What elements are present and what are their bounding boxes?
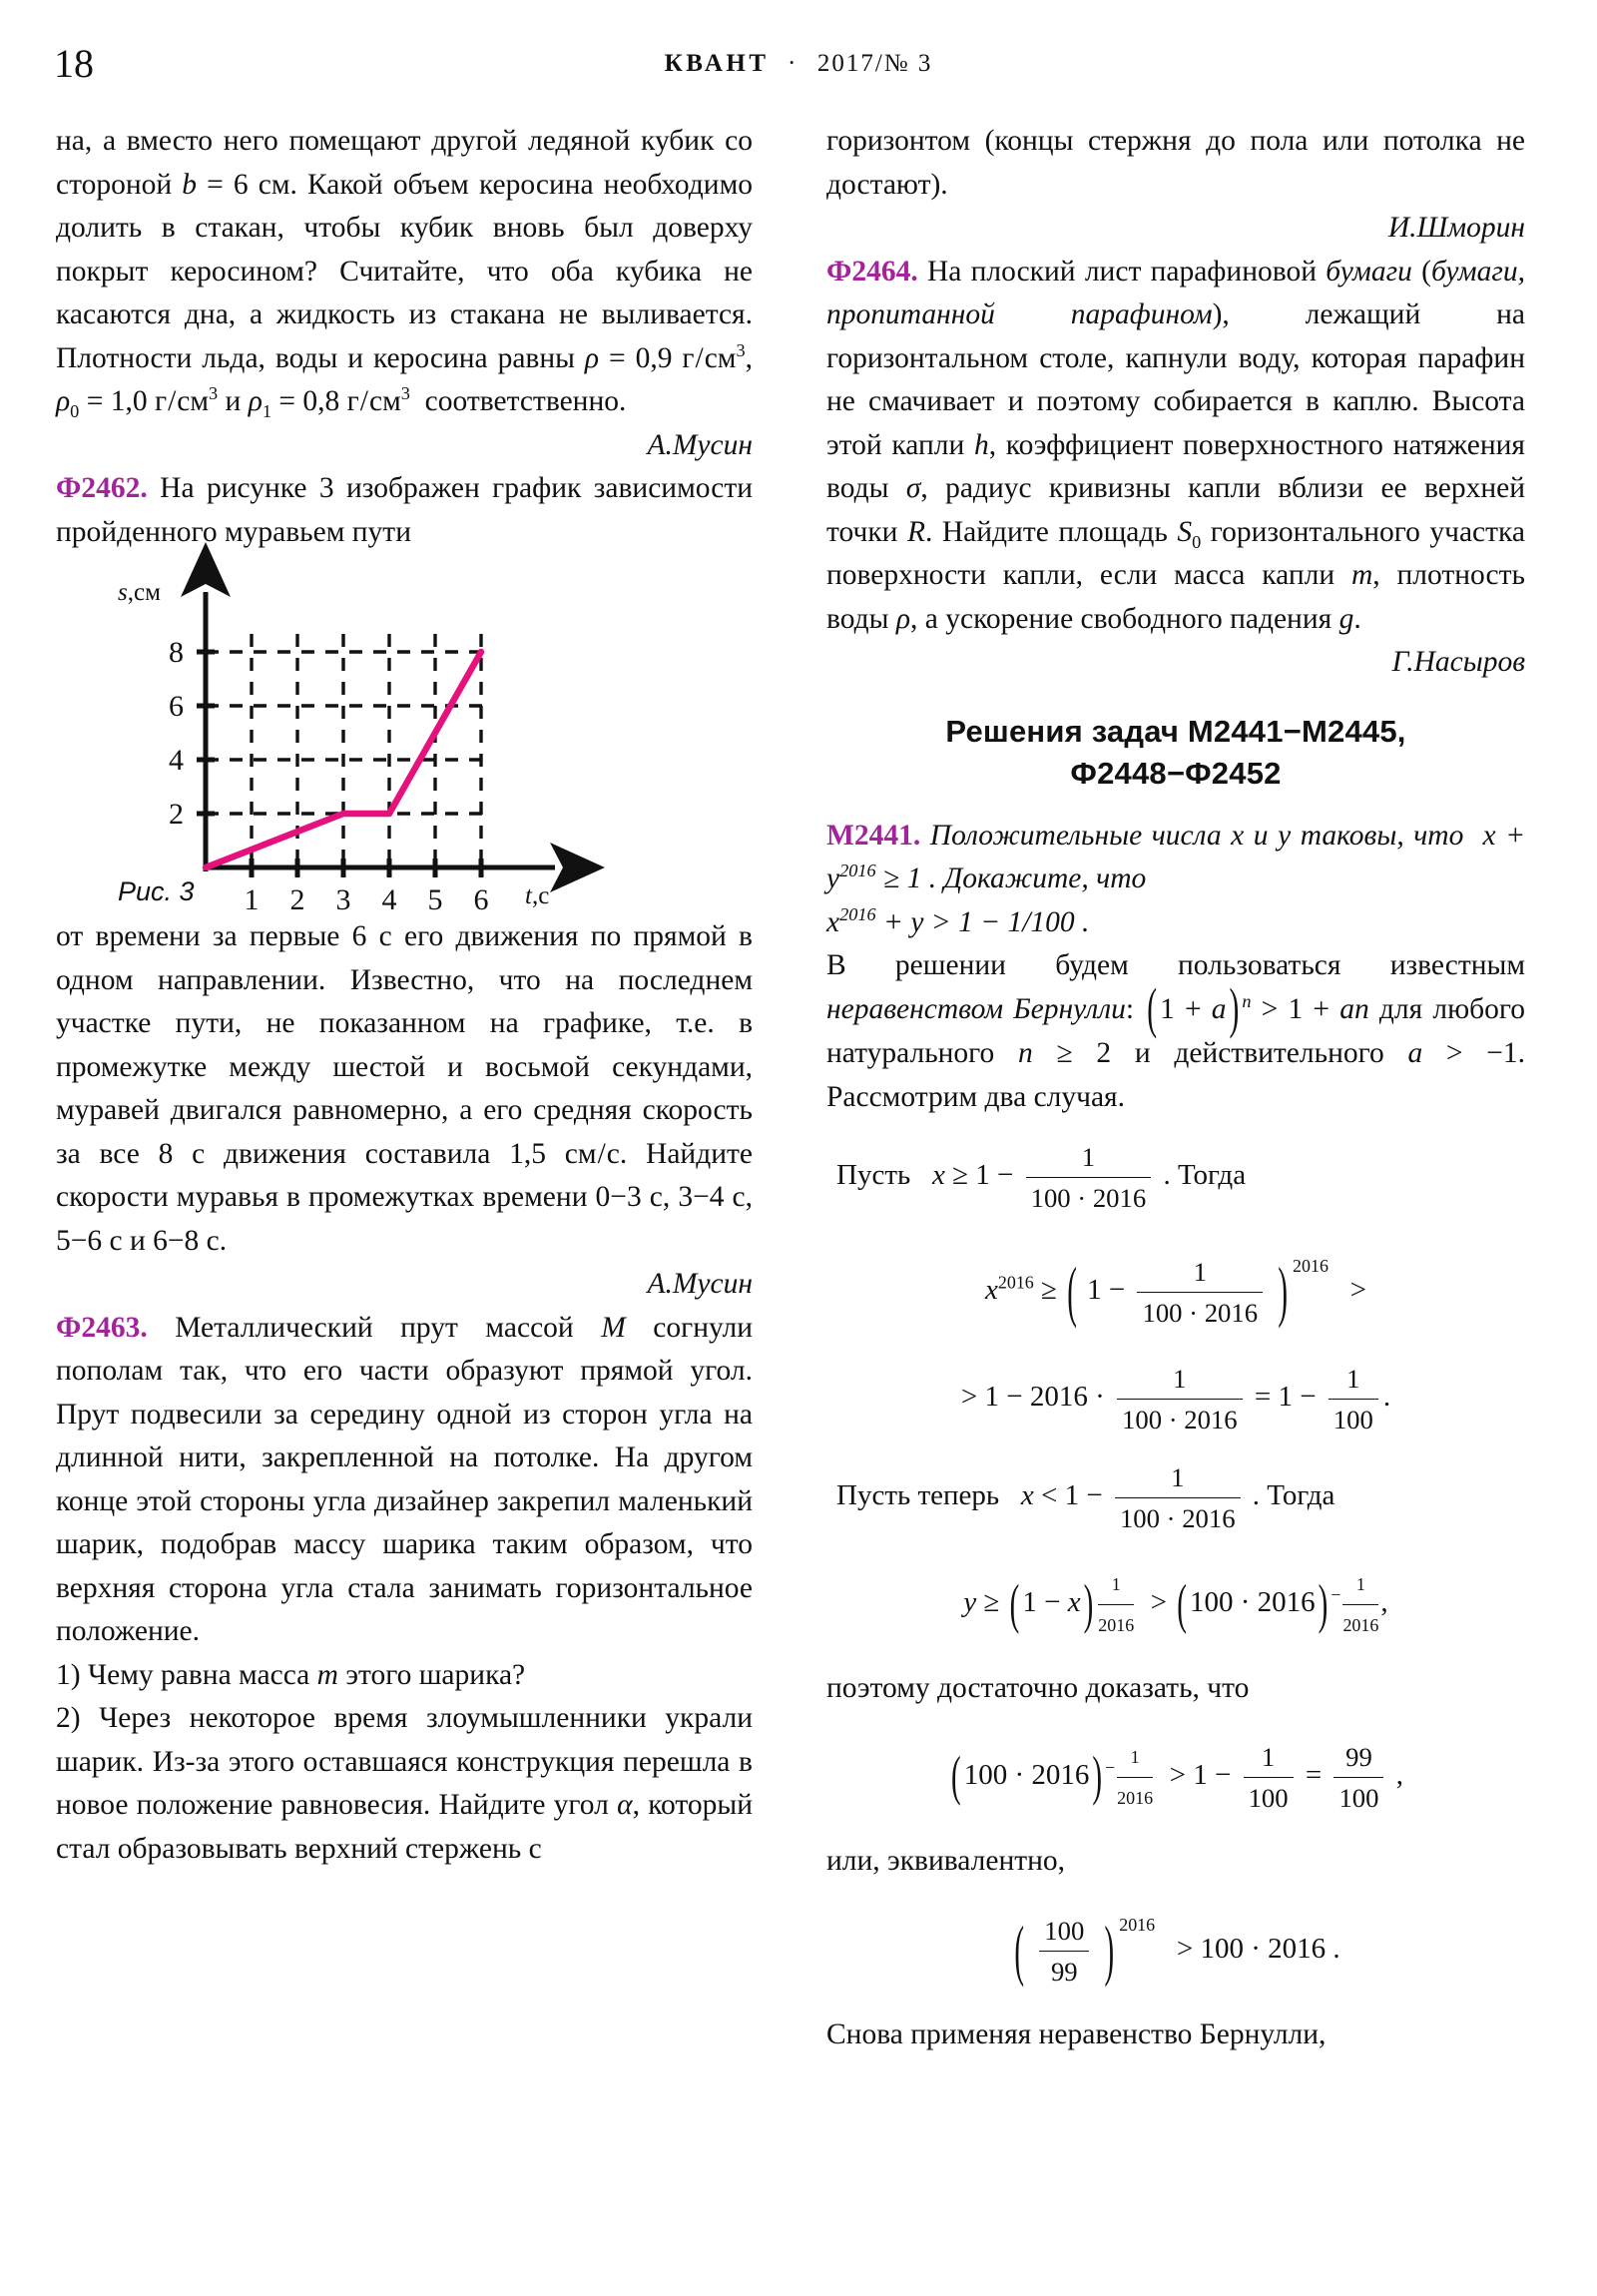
frac-numerator: 1 [1346, 1364, 1360, 1395]
author-nasyrov: Г.Насыров [1391, 646, 1525, 678]
graph-svg [56, 572, 695, 916]
right-continued-paragraph: горизонтом (концы стержня до пола или потолка не достают). [826, 125, 1525, 201]
m2441-equation-2: > 1 − 2016 · $\frac{1}{100 \cdot 2016}$ = 1 − $\frac{1}{100}$ . [826, 1359, 1525, 1439]
frac-denominator: 100 · 2016 [1026, 1177, 1152, 1218]
section-heading-line-2: Ф2448−Ф2452 [1070, 755, 1282, 791]
problem-number-2462: Ф2462. [56, 472, 148, 504]
frac-numerator: 1 [1261, 1741, 1276, 1772]
problem-2462-text-before: На рисунке 3 изображен график зависимости пройденного муравьем пути [56, 472, 754, 548]
author-musin-1: А.Мусин [647, 428, 753, 461]
x-tick-labels [245, 883, 489, 916]
let-2-suffix: . Тогда [1252, 1479, 1335, 1512]
running-head [0, 40, 1597, 88]
frac-numerator: 99 [1345, 1741, 1372, 1772]
m2441-equation-5: ( $\frac{100}{99}$ ) 2016 > 100 · 2016 . [826, 1911, 1525, 1992]
eq3-exponent-fraction [1098, 1564, 1134, 1645]
let-2-prefix: Пусть теперь [836, 1479, 1000, 1512]
x-axis-label: t,с [525, 882, 550, 909]
frac-denominator: 99 [1039, 1951, 1089, 1992]
frac-numerator: 1 [1173, 1364, 1187, 1395]
problem-2464-paragraph: Ф2464. На плоский лист парафиновой бумаги (бумаги, пропитанной парафином), лежащий на горизонтальном столе, капнули воду, которая парафин не смачивает и поэтому собирается в каплю. Высота этой капли h, коэффициент поверхностного натяжения воды σ, радиус кривизны капли вблизи ее верхней точки R. Найдите площадь $S_0$ горизонтального участка поверхности капли, если масса капли m, плотность воды ρ, а ускорение свободного падения g. [826, 255, 1526, 635]
y-axis-label: s,см [118, 579, 161, 606]
problem-2463-item-1: 1) Чему равна масса m этого шарика? [56, 1658, 526, 1691]
m2441-therefore: поэтому достаточно доказать, что [826, 1672, 1250, 1705]
eq5-relation: > 100 · 2016 . [1176, 1933, 1340, 1966]
m2441-or-equivalently: или, эквивалентно, [826, 1844, 1066, 1877]
svg-text:6: 6 [473, 883, 489, 916]
author-musin-2: А.Мусин [647, 1268, 753, 1300]
frac-denominator: 2016 [1117, 1777, 1153, 1818]
eq2-frac [1117, 1359, 1243, 1439]
frac-denominator: 100 [1244, 1777, 1294, 1818]
problem-2462-intro [56, 467, 753, 554]
eq2-frac-2 [1329, 1359, 1378, 1439]
svg-text:3: 3 [335, 883, 351, 916]
eq4-frac [1244, 1737, 1294, 1818]
frac-numerator: 1 [1193, 1257, 1207, 1288]
problem-2463-item-2: 2) Через некоторое время злоумышленники украли шарик. Из-за этого оставшаяся конструкция перешла в новое положение равновесия. Найдите угол α, который стал образовывать верхний стержень с [56, 1702, 753, 1865]
frac-numerator: 1 [1355, 1574, 1365, 1595]
grid-vertical [252, 634, 481, 867]
page-number: 18 [54, 41, 94, 86]
eq4-frac-2 [1333, 1737, 1383, 1818]
y-tick-labels [169, 636, 184, 831]
grid-horizontal [206, 652, 485, 814]
problem-number-2464: Ф2464. [826, 255, 918, 287]
author-shmorin: И.Шморин [1387, 212, 1525, 244]
frac-denominator: 100 · 2016 [1117, 1399, 1243, 1439]
eq4-exponent-fraction [1117, 1737, 1153, 1818]
frac-numerator: 1 [1081, 1142, 1096, 1173]
problem-2462-continued: от времени за первые 6 с его движения по прямой в одном направлении. Известно, что на последнем участке пути, не показанном на графике, т.е. в промежутке между шестой и восьмой секундами, муравей двигался равномерно, а его средняя скорость за все 8 с движения составила 1,5 см/с. Найдите скорости муравья в промежутках времени 0−3 с, 3−4 с, 5−6 с и 6−8 с. [56, 920, 753, 1257]
frac-numerator: 100 [1044, 1916, 1085, 1947]
m2441-case-2-lead: Пусть теперь x < 1 − $\frac{1}{100 \cdot 2016}$ . Тогда [826, 1457, 1525, 1538]
svg-text:4: 4 [169, 744, 184, 777]
svg-text:4: 4 [381, 883, 397, 916]
svg-text:1: 1 [244, 883, 260, 916]
frac-denominator: 2016 [1098, 1604, 1134, 1645]
problem-m2441-statement: M2441. Положительные числа x и y таковы, что $x + y^{2016} \ge 1$ . Докажите, что $x^{2016} + y > 1 - 1/100$ . [826, 819, 1525, 938]
continued-paragraph: на, а вместо него помещают другой ледяной кубик со стороной b = 6 см. Какой объем керосина необходимо долить в стакан, чтобы кубик вновь был доверху покрыт керосином? Считайте, что оба кубика не касаются дна, а жидкость из стакана не выливается. Плотности льда, воды и керосина равны ρ = 0,9 $г/см^3$, $\rho_0 = 1,0$ $г/см^3$ и $\rho_1 = 0,8$ $г/см^3$ соответственно. [56, 125, 754, 421]
m2441-equation-1: $x^{2016}$ ≥ ( 1 − $\frac{1}{100 \cdot 2016}$ ) 2016 > [826, 1252, 1525, 1333]
problem-2463-paragraph: Ф2463. Металлический прут массой M согнули пополам так, что его части образуют прямой угол. Прут подвесили за середину одной из сторон угла на длинной нити, закрепленной на потолке. На другом конце этой стороны угла дизайнер закрепил маленький шарик, подобрав массу шарика таким образом, что верхняя сторона угла стала занимать горизонтальное положение. [56, 1311, 753, 1647]
frac-denominator: 100 · 2016 [1115, 1497, 1241, 1538]
m2441-equation-4: ( 100 · 2016 ) − $\frac{1}{2016}$ > 1 − $\frac{1}{100}$ = $\frac{99}{100}$ , [826, 1737, 1525, 1818]
frac-denominator: 100 [1333, 1777, 1383, 1818]
figure-3 [56, 572, 753, 916]
eq3-exponent2-fraction [1342, 1564, 1378, 1645]
svg-text:2: 2 [289, 883, 305, 916]
right-column [826, 120, 1545, 2057]
section-heading [826, 711, 1525, 795]
svg-text:2: 2 [169, 798, 184, 831]
m2441-case-1-lead: Пусть x ≥ 1 − $\frac{1}{100 \cdot 2016}$ . Тогда [826, 1137, 1525, 1218]
frac-numerator: 1 [1130, 1746, 1140, 1767]
journal-issue: 2017/№ 3 [816, 50, 933, 77]
frac-numerator: 1 [1111, 1574, 1121, 1595]
eq1-inner-frac [1137, 1252, 1263, 1333]
two-column-body [0, 120, 1597, 2057]
svg-text:6: 6 [169, 690, 184, 723]
svg-text:5: 5 [427, 883, 443, 916]
frac-denominator: 100 [1329, 1399, 1378, 1439]
frac-1-over-100-2016 [1026, 1137, 1152, 1218]
problem-number-2463: Ф2463. [56, 1311, 148, 1344]
journal-separator: · [788, 50, 799, 77]
m2441-equation-3: y ≥ ( 1 − x ) $\frac{1}{2016}$ > ( 100 · 2016 ) − $\frac{1}{2016}$ , [826, 1564, 1525, 1645]
m2441-final-line: Снова применяя неравенство Бернулли, [826, 2018, 1327, 2051]
problem-number-m2441: M2441. [826, 819, 921, 852]
eq5-exponent: 2016 [1119, 1915, 1156, 1936]
figure-caption: Рис. 3 [118, 876, 195, 906]
frac-1-over-100-2016-b [1115, 1457, 1241, 1538]
frac-denominator: 100 · 2016 [1137, 1292, 1263, 1333]
eq5-frac [1039, 1911, 1089, 1992]
frac-numerator: 1 [1171, 1462, 1185, 1493]
frac-denominator: 2016 [1342, 1604, 1378, 1645]
let-1-suffix: . Тогда [1163, 1159, 1247, 1192]
journal-title-line [0, 44, 1597, 84]
m2441-solution-intro: В решении будем пользоваться известным неравенством Бернулли: ( 1 + a ) $^n$ > 1 + an для любого натурального n ≥ 2 и действительного a > −1. Рассмотрим два случая. [826, 949, 1526, 1113]
let-1-prefix: Пусть [836, 1159, 911, 1192]
journal-name: КВАНТ [664, 50, 770, 77]
left-column [56, 120, 775, 2057]
section-heading-line-1: Решения задач М2441−М2445, [945, 713, 1406, 749]
eq1-outer-exponent: 2016 [1292, 1256, 1329, 1277]
svg-text:8: 8 [169, 636, 184, 669]
